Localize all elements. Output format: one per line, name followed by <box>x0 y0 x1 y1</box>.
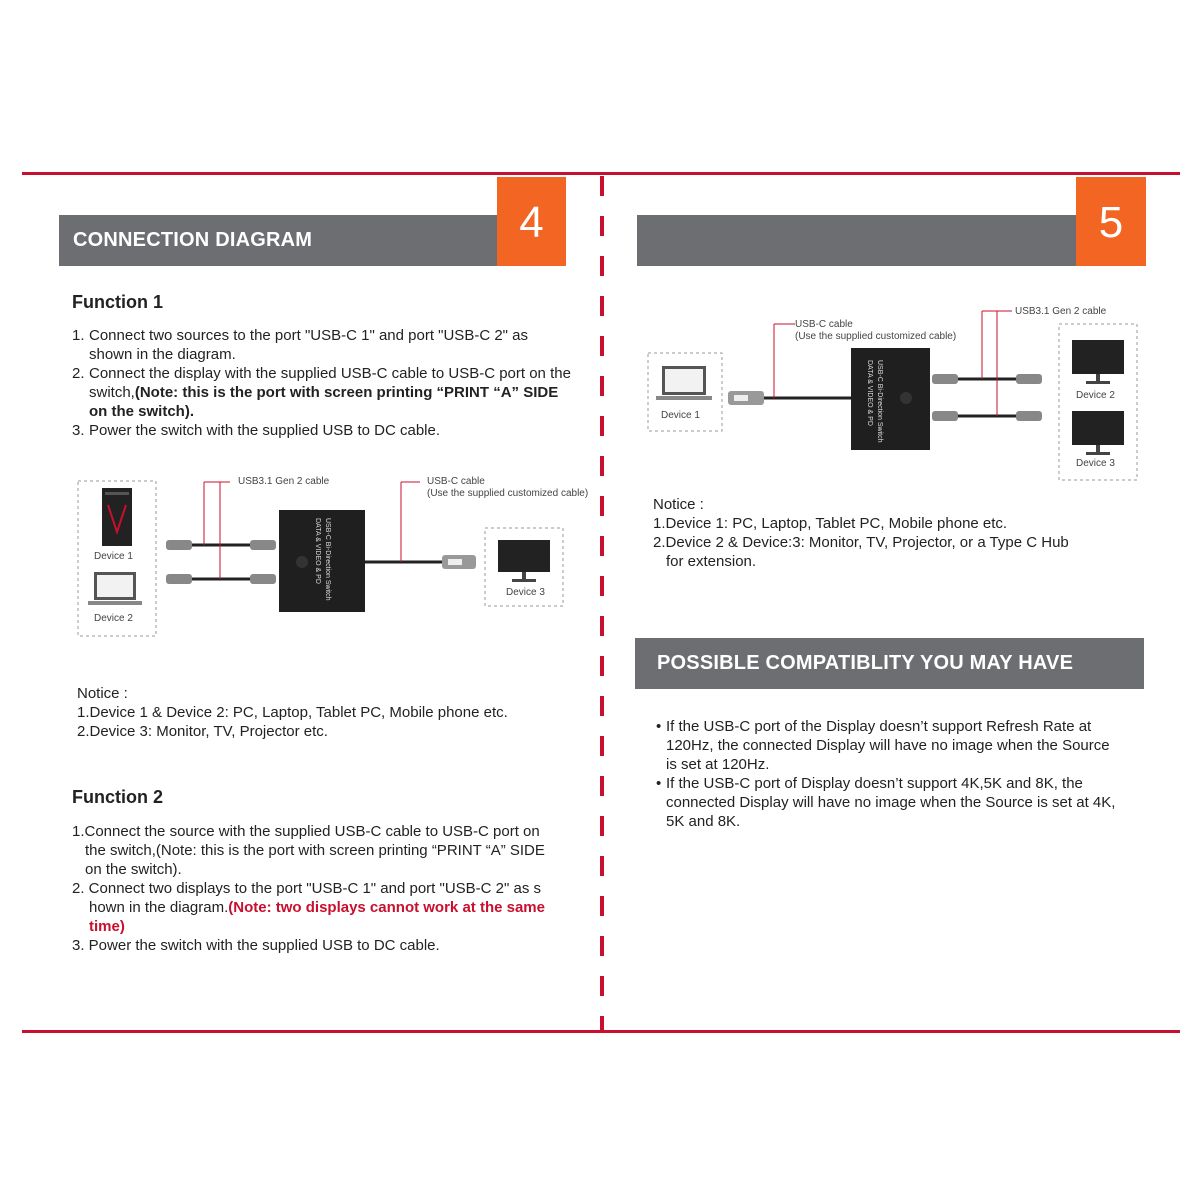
function1-step-1: 1. Connect two sources to the port "USB-C 1" and port "USB-C 2" as shown in the diagram. <box>72 327 528 363</box>
function2-title: Function 2 <box>72 787 163 807</box>
function1-step-3: 3. Power the switch with the supplied USB to DC cable. <box>72 422 440 439</box>
left-cable-label-2: USB-C cable <box>427 476 485 487</box>
compat-bullet-1: • If the USB-C port of the Display doesn’t support Refresh Rate at 120Hz, the connected Display will have no image when the Source is set at 120Hz. <box>656 717 1146 774</box>
right-device2-label: Device 2 <box>1076 390 1115 401</box>
laptop-icon <box>88 572 142 605</box>
left-notice-title: Notice : <box>77 685 128 702</box>
function2-step1-line-3: on the switch). <box>85 861 182 878</box>
laptop-icon <box>656 366 712 400</box>
function1-step-2: 2. Connect the display with the supplied USB-C cable to USB-C port on the switch,(Note: this is the port with screen printing “PRINT “A” SIDE on the switch). <box>72 365 571 420</box>
page-number-box-4 <box>497 177 566 266</box>
usb-c-switch-icon <box>851 348 930 450</box>
usb-cable-1 <box>166 540 276 550</box>
page-number-5: 5 <box>1098 198 1124 247</box>
left-notice <box>77 684 577 741</box>
connection-diagram-header <box>59 215 566 266</box>
function2-step1-line-1: 1.Connect the source with the supplied USB-C cable to USB-C port on <box>72 823 540 840</box>
compatibility-bullets <box>656 717 1146 831</box>
left-device2-label: Device 2 <box>94 613 133 624</box>
switch-print-line2-right: DATA & VIDEO & PD <box>866 360 873 426</box>
left-device3-label: Device 3 <box>506 587 545 598</box>
page-divider <box>600 176 604 1032</box>
right-connection-diagram <box>640 300 1150 485</box>
monitor-icon-device3 <box>1072 411 1124 455</box>
switch-print-line2: DATA & VIDEO & PD <box>314 518 321 584</box>
monitor-icon-device2 <box>1072 340 1124 384</box>
function1-title: Function 1 <box>72 292 163 312</box>
switch-print-line1: USB-C Bi-Direction Switch <box>324 518 331 601</box>
function2-step1-line-2: the switch,(Note: this is the port with screen printing “PRINT “A” SIDE <box>85 842 545 859</box>
right-cable-label-1: USB-C cable <box>795 319 853 330</box>
right-header-bar <box>637 215 1146 266</box>
right-notice-line-1: 1.Device 1: PC, Laptop, Tablet PC, Mobile phone etc. <box>653 515 1008 532</box>
right-device1-label: Device 1 <box>661 410 700 421</box>
left-notice-line-1: 1.Device 1 & Device 2: PC, Laptop, Tablet PC, Mobile phone etc. <box>77 704 508 721</box>
top-rule <box>22 172 1180 175</box>
right-notice-line-3: for extension. <box>666 553 757 570</box>
right-notice-title: Notice : <box>653 496 704 513</box>
right-notice <box>653 495 1133 571</box>
usb-cable-2 <box>166 574 276 584</box>
left-cable-label-1: USB3.1 Gen 2 cable <box>238 476 330 487</box>
compatibility-header <box>635 638 1144 689</box>
right-cable-label-2: USB3.1 Gen 2 cable <box>1015 306 1107 317</box>
function1-step-2-note: (Note: this is the port with screen printing “PRINT “A” SIDE on the switch). <box>89 384 559 420</box>
compat-bullet-2: • If the USB-C port of Display doesn’t support 4K,5K and 8K, the connected Display will have no image when the Source is set at 4K, 5K and 8K. <box>656 774 1146 831</box>
function2-step2-line-2: hown in the diagram.(Note: two displays cannot work at the same <box>89 899 545 916</box>
right-notice-line-2: 2.Device 2 & Device:3: Monitor, TV, Projector, or a Type C Hub <box>653 534 1069 551</box>
function2-steps <box>72 822 582 955</box>
left-cable-label-2-sub: (Use the supplied customized cable) <box>427 488 589 499</box>
left-device1-label: Device 1 <box>94 551 133 562</box>
left-notice-line-2: 2.Device 3: Monitor, TV, Projector etc. <box>77 723 328 740</box>
page-number: 4 <box>519 198 544 247</box>
pc-tower-icon <box>102 488 132 546</box>
right-device3-label: Device 3 <box>1076 458 1115 469</box>
function2-step2-line-1: 2. Connect two displays to the port "USB-C 1" and port "USB-C 2" as s <box>72 880 542 897</box>
function2-step2-note-end: time) <box>89 918 125 935</box>
header-title: CONNECTION DIAGRAM <box>73 229 313 251</box>
function2-step3: 3. Power the switch with the supplied USB to DC cable. <box>72 937 440 954</box>
compatibility-header-title: POSSIBLE COMPATIBLITY YOU MAY HAVE <box>657 652 1074 674</box>
switch-print-line1-right: USB-C Bi-Direction Switch <box>876 360 883 443</box>
right-cable-label-1-sub: (Use the supplied customized cable) <box>795 331 957 342</box>
function1-steps <box>72 326 572 440</box>
monitor-icon <box>498 540 550 582</box>
page-number-box-5 <box>1076 177 1146 266</box>
usb-c-switch-icon <box>279 510 365 612</box>
function2-step2-note: (Note: two displays cannot work at the same <box>228 899 545 916</box>
usb-cable-out-1 <box>932 374 1042 384</box>
usb-cable-out-2 <box>932 411 1042 421</box>
